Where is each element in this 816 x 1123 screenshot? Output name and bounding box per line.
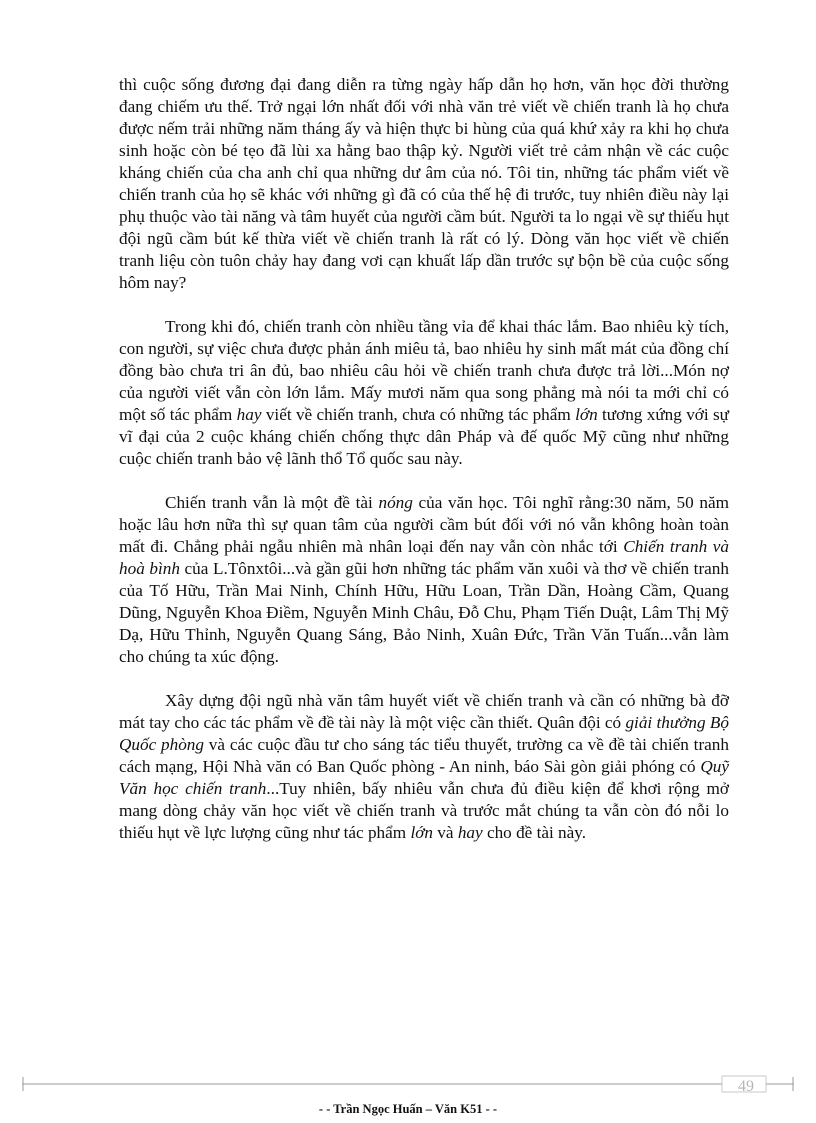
body-text — [119, 74, 729, 866]
italic-text: giải thưởng Bộ Quốc phòng — [119, 713, 729, 754]
italic-text: Quỹ Văn học chiến tranh — [119, 757, 729, 798]
paragraph-text: Chiến tranh vẫn là một đề tài — [165, 493, 379, 512]
page-number: 49 — [738, 1078, 754, 1095]
footer-rule — [22, 1075, 794, 1093]
italic-text: lớn — [575, 405, 598, 424]
italic-text: hay — [457, 823, 483, 842]
italic-text: Chiến tranh và hoà bình — [119, 537, 730, 578]
author-line: - - Trần Ngọc Huấn – Văn K51 - - — [318, 1102, 498, 1116]
paragraph — [119, 316, 729, 470]
paragraph — [119, 690, 729, 844]
paragraph-text: của L.Tônxtôi...và gần gũi hơn những tác phẩm văn xuôi và thơ về chiến tranh của Tố Hữu, Trần Mai Ninh, Chính Hữu, Hữu Loan, Trần Dần, Hoàng Cầm, Quang Dũng, Nguyễn Khoa Điềm, Nguyễn Minh Châu, Đỗ Chu, Phạm Tiến Duật, Lâm Thị Mỹ Dạ, Hữu Thỉnh, Nguyễn Quang Sáng, Bảo Ninh, Xuân Đức, Trần Văn Tuấn...vẫn làm cho chúng ta xúc động. — [119, 559, 729, 666]
paragraph-text: của văn học. Tôi nghĩ rằng:30 năm, 50 năm hoặc lâu hơn nữa thì sự quan tâm của người cầm bút đối với nó vẫn không hoàn toàn mất đi. Chẳng phải ngẫu nhiên mà nhân loại đến nay vẫn còn nhắc tới — [119, 493, 729, 556]
paragraph-text: cho đề tài này. — [482, 823, 587, 842]
italic-text: nóng — [378, 493, 413, 512]
footer-rule-graphic — [22, 1075, 794, 1093]
paragraph-text: Xây dựng đội ngũ nhà văn tâm huyết viết về chiến tranh và cần có những bà đỡ mát tay cho các tác phẩm về đề tài này là một việc cần thiết. Quân đội có — [119, 691, 729, 732]
paragraph-text: và — [433, 823, 458, 842]
paragraph-text: Trong khi đó, chiến tranh còn nhiều tầng vỉa để khai thác lắm. Bao nhiêu kỳ tích, con người, sự việc chưa được phản ánh miêu tả, bao nhiêu hy sinh mất mát của đồng chí đồng bào chưa tri ân đủ, bao nhiêu câu hỏi về chiến tranh chưa được trả lời...Món nợ của người viết vẫn còn lớn lắm. Mấy mươi năm qua song phẳng mà nói ta mới chỉ có một số tác phẩm — [119, 317, 729, 424]
paragraph-text: tương xứng với sự vĩ đại của 2 cuộc kháng chiến chống thực dân Pháp và đế quốc Mỹ cũng như những cuộc chiến tranh bảo vệ lãnh thổ Tổ quốc sau này. — [119, 405, 730, 468]
paragraph — [119, 492, 729, 668]
italic-text: lớn — [410, 823, 433, 842]
italic-text: hay — [236, 405, 262, 424]
paragraph-text: viết về chiến tranh, chưa có những tác phẩm — [261, 405, 576, 424]
paragraph-text: và các cuộc đầu tư cho sáng tác tiểu thuyết, trường ca về đề tài chiến tranh cách mạng, Hội Nhà văn có Ban Quốc phòng - An ninh, báo Sài gòn giải phóng có — [119, 735, 729, 776]
paragraph-text: thì cuộc sống đương đại đang diễn ra từng ngày hấp dẫn họ hơn, văn học đời thường đang chiếm ưu thế. Trở ngại lớn nhất đối với nhà văn trẻ viết về chiến tranh là họ chưa được nếm trải những năm tháng ấy và hiện thực bi hùng của quá khứ xảy ra khi họ chưa sinh hoặc còn bé tẹo đã lùi xa hằng bao thập kỷ. Người viết trẻ cảm nhận về các cuộc kháng chiến của cha anh chỉ qua những dư âm của nó. Tôi tin, những tác phẩm viết về chiến tranh của họ sẽ khác với những gì đã có của thế hệ đi trước, tuy nhiên điều này lại phụ thuộc vào tài năng và tâm huyết của người cầm bút. Người ta lo ngại về sự thiếu hụt đội ngũ cầm bút kế thừa viết về chiến tranh là rất có lý. Dòng văn học viết về chiến tranh liệu còn tuôn chảy hay đang vơi cạn khuất lấp dần trước sự bộn bề của cuộc sống hôm nay? — [119, 75, 729, 292]
paragraph — [119, 74, 729, 294]
paragraph-text: ...Tuy nhiên, bấy nhiêu vẫn chưa đủ điều kiện để khơi rộng mở mang dòng chảy văn học viết về chiến tranh và trước mắt chúng ta vẫn còn đó nỗi lo thiếu hụt về lực lượng cũng như tác phẩm — [119, 779, 730, 842]
